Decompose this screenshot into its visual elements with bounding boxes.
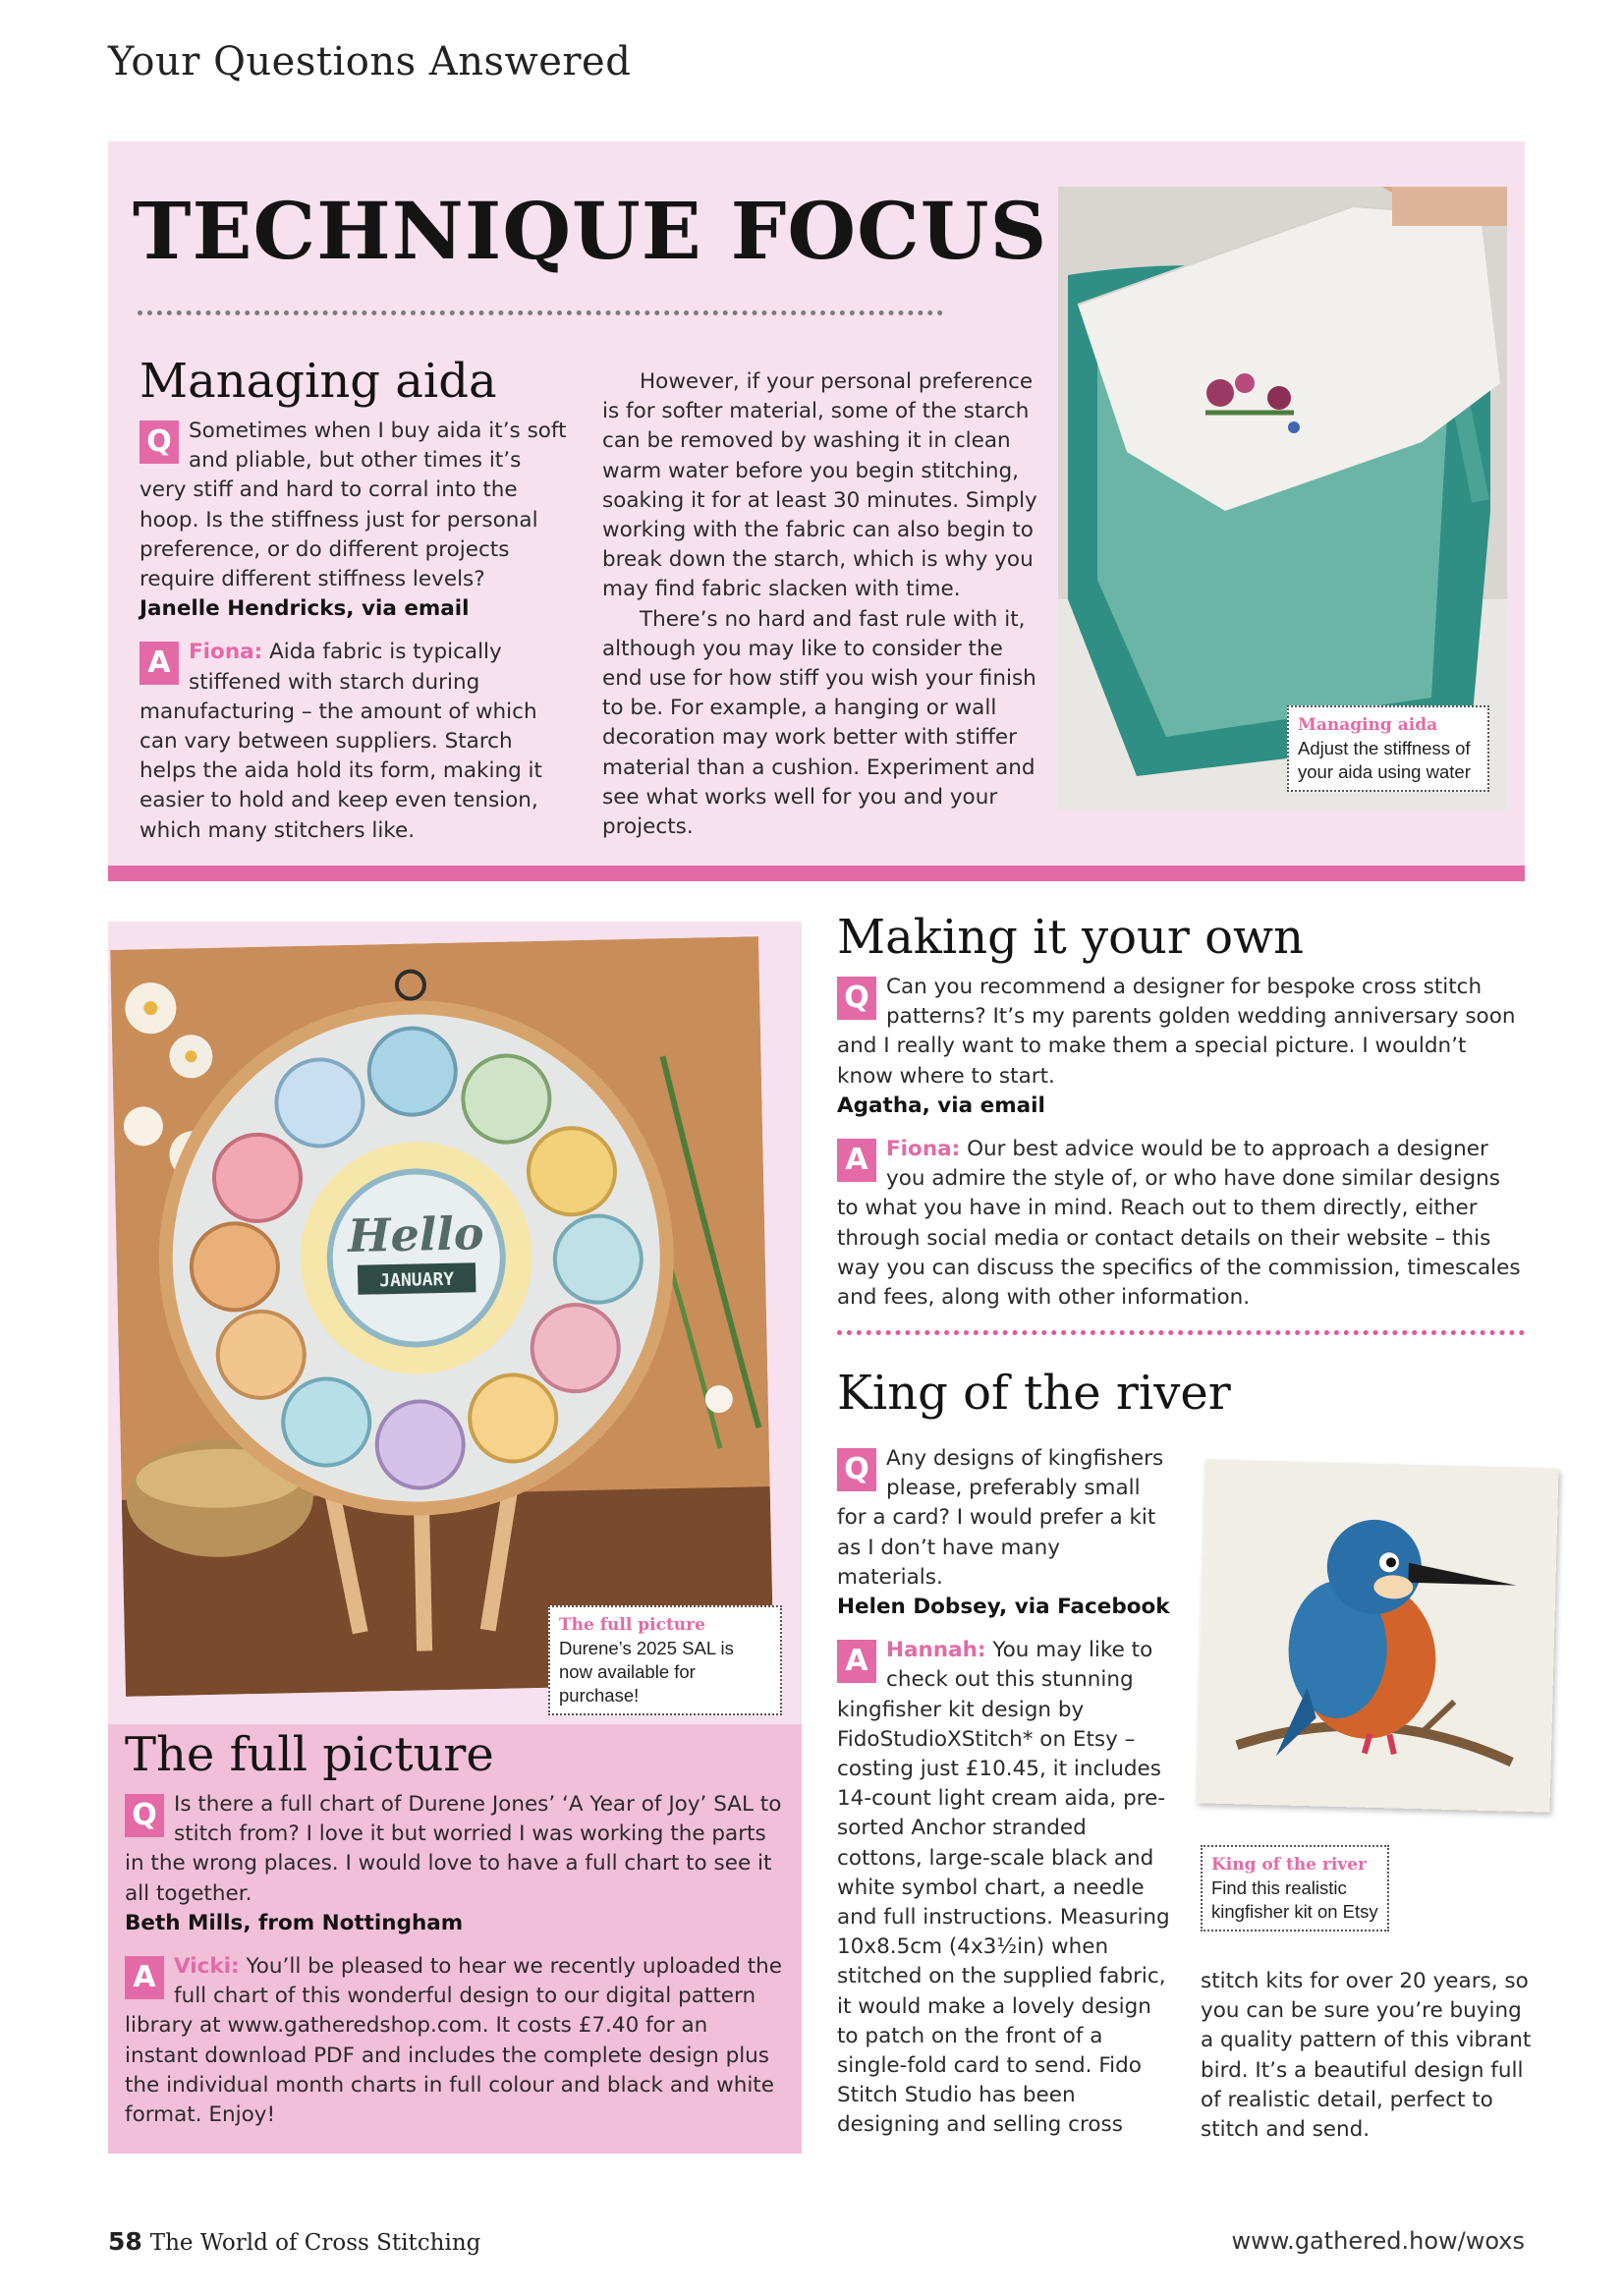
answerer-name: Hannah: <box>886 1638 986 1663</box>
king-of-the-river-text-continued <box>1201 1967 1535 2145</box>
question-text: Is there a full chart of Durene Jones’ ‘A Year of Joy’ SAL to stitch from? I love it but worried I was working the parts in the wrong places. I would love to have a full chart to see it all together. <box>125 1792 782 1906</box>
king-of-the-river-text <box>837 1444 1171 2141</box>
hoop-month-text: JANUARY <box>379 1268 455 1292</box>
question-paragraph <box>837 1444 1171 1593</box>
asker-name: Agatha, via email <box>837 1092 1045 1118</box>
full-picture-caption <box>548 1605 782 1715</box>
answer-paragraph-2: However, if your personal preference is for softer material, some of the starch can be removed by washing it in clean warm water before you begin stitching, soaking it for at least 30 minutes. Simply working with the fabric can also begin to break down the starch, which is why you may find fabric slacken with time. <box>602 369 1037 602</box>
answer-text: Our best advice would be to approach a designer you admire the style of, or who have done similar designs to what you have in mind. Reach out to them directly, either through social media or contact details on their website – this way you can discuss the specifics of the commission, timescales and fees, along with other information. <box>837 1137 1521 1311</box>
dotted-rule-pink <box>837 1330 1525 1335</box>
full-picture-heading: The full picture <box>125 1727 494 1782</box>
a-badge: A <box>140 642 179 685</box>
king-of-the-river-heading: King of the river <box>837 1366 1231 1421</box>
kingfisher-kit-photo <box>1196 1459 1558 1812</box>
answerer-name: Vicki: <box>174 1954 240 1980</box>
answer-paragraph-3: There’s no hard and fast rule with it, although you may like to consider the end use for how stiff you wish your finish to be. For example, a hanging or wall decoration may work better with stiffer material than a cushion. Experiment and see what works well for you and your projects. <box>602 606 1036 840</box>
asker-name: Beth Mills, from Nottingham <box>125 1910 464 1935</box>
answer-continued: stitch kits for over 20 years, so you can be sure you’re buying a quality pattern of this vibrant bird. It’s a beautiful design full of realistic detail, perfect to stitch and send. <box>1201 1969 1532 2143</box>
caption-text: Durene’s 2025 SAL is now available for purchase! <box>559 1638 734 1706</box>
managing-aida-heading: Managing aida <box>140 354 497 409</box>
hoop-title-text: Hello <box>347 1206 484 1262</box>
answer-text: You’ll be pleased to hear we recently uploaded the full chart of this wonderful design to our digital pattern library at www.gatheredshop.com. It costs £7.40 for an instant download PDF and includes the complete design plus the individual month charts in full colour and black and white format. Enjoy! <box>125 1954 783 2128</box>
answer-text: You may like to check out this stunning kingfisher kit design by FidoStudioXStitch* on Etsy – costing just £10.45, it includes 14-count light cream aida, pre-sorted Anchor stranded cottons, large-scale black and white symbol chart, a needle and full instructions. Measuring 10x8.5cm (4x3½in) when stitched on the supplied fabric, it would make a lovely design to patch on the front of a single-fold card to send. Fido Stitch Studio has been designing and selling cross <box>837 1638 1170 2138</box>
asker-name: Janelle Hendricks, via email <box>140 596 470 622</box>
question-text: Sometimes when I buy aida it’s soft and pliable, but other times it’s very stiff and hard to corral into the hoop. Is the stiffness just for personal preference, or do different projects require different stiffness levels? <box>140 419 567 592</box>
running-head: Your Questions Answered <box>108 39 632 84</box>
year-of-joy-hoop-photo <box>110 936 774 1697</box>
answerer-name: Fiona: <box>189 640 263 665</box>
managing-aida-caption <box>1287 705 1489 792</box>
managing-aida-column-1 <box>140 417 574 846</box>
q-badge: Q <box>125 1794 164 1837</box>
kingfisher-caption <box>1201 1845 1389 1932</box>
a-badge: A <box>837 1139 876 1182</box>
magazine-name: The World of Cross Stitching <box>149 2230 481 2256</box>
a-badge: A <box>125 1956 164 1999</box>
page-footer <box>108 2227 480 2256</box>
asker-name: Helen Dobsey, via Facebook <box>837 1595 1170 1620</box>
full-picture-text <box>125 1790 785 2130</box>
answer-paragraph <box>837 1636 1171 2140</box>
question-paragraph <box>140 417 574 594</box>
footer-url[interactable]: www.gathered.how/woxs <box>1231 2227 1525 2255</box>
q-badge: Q <box>837 977 876 1020</box>
answer-paragraph <box>140 638 574 845</box>
q-badge: Q <box>837 1448 876 1491</box>
page-number: 58 <box>108 2227 142 2256</box>
managing-aida-column-2 <box>602 367 1038 842</box>
technique-focus-title: TECHNIQUE FOCUS <box>133 185 1048 277</box>
answerer-name: Fiona: <box>886 1137 961 1162</box>
caption-text: Find this realistic kingfisher kit on Etsy <box>1211 1877 1378 1922</box>
caption-title: King of the river <box>1211 1855 1367 1875</box>
caption-text: Adjust the stiffness of your aida using water <box>1298 738 1471 782</box>
making-it-your-own-text <box>837 973 1525 1313</box>
question-text: Can you recommend a designer for bespoke cross stitch patterns? It’s my parents golden wedding anniversary soon and I really want to make them a special picture. I wouldn’t know where to start. <box>837 975 1516 1089</box>
a-badge: A <box>837 1640 876 1683</box>
q-badge: Q <box>140 420 179 464</box>
question-paragraph <box>837 973 1525 1092</box>
answer-text: Aida fabric is typically stiffened with starch during manufacturing – the amount of which can vary between suppliers. Starch helps the aida hold its form, making it easier to hold and keep even tension, which many stitchers like. <box>140 640 542 843</box>
dotted-rule <box>138 310 943 315</box>
question-text: Any designs of kingfishers please, preferably small for a card? I would prefer a kit as I don’t have many materials. <box>837 1446 1164 1590</box>
caption-title: Managing aida <box>1298 715 1438 735</box>
caption-title: The full picture <box>559 1615 705 1635</box>
section-divider-bar <box>108 866 1525 881</box>
answer-paragraph <box>837 1135 1525 1313</box>
answer-paragraph <box>125 1952 785 2130</box>
making-it-your-own-heading: Making it your own <box>837 910 1305 965</box>
question-paragraph <box>125 1790 785 1909</box>
